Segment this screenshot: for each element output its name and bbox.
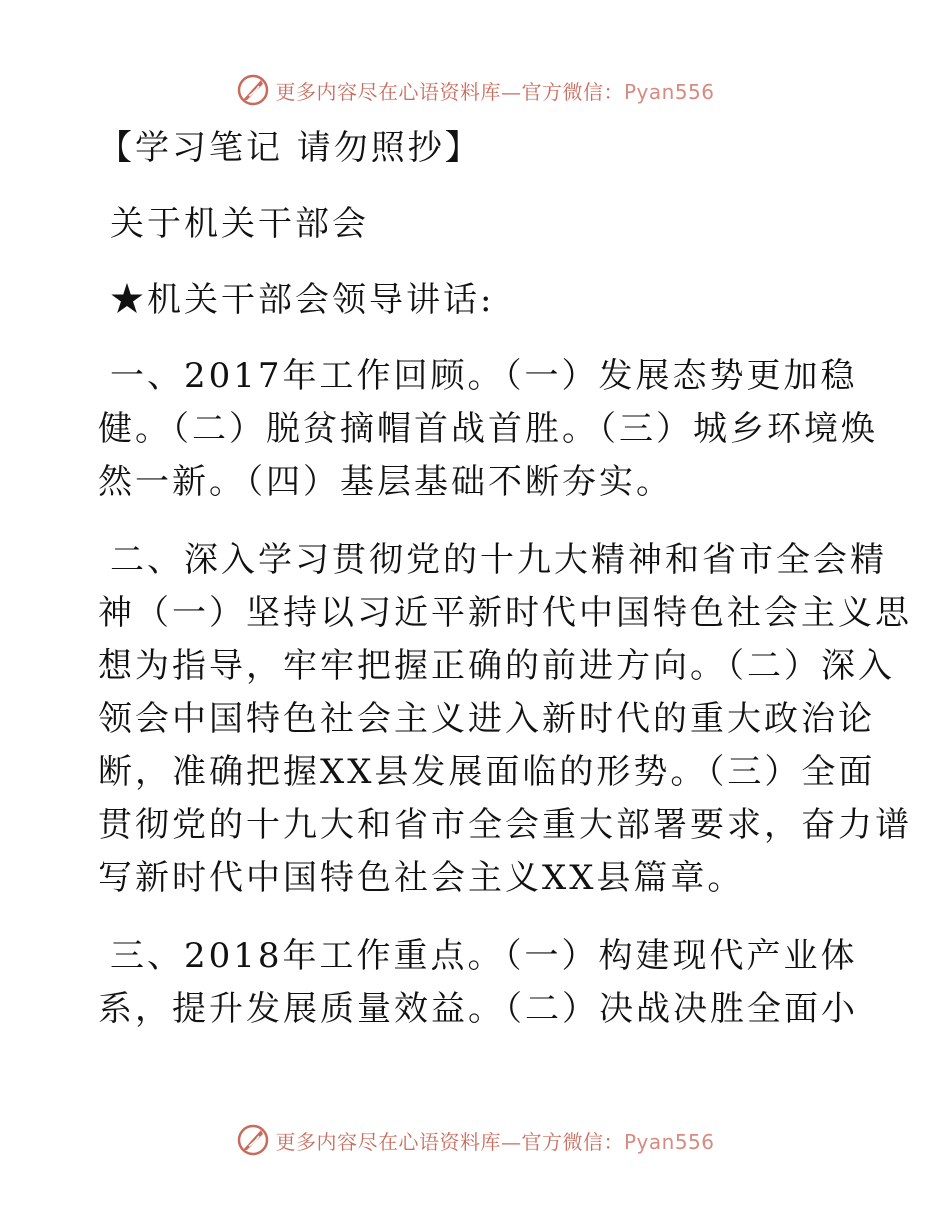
section-2 — [98, 534, 912, 905]
document-body — [98, 122, 912, 1061]
document-title: 关于机关干部会 — [110, 204, 369, 244]
watermark-handle: Pyan556 — [623, 79, 715, 104]
watermark-site-text: 更多内容尽在心语资料库—官方微信： — [275, 1129, 624, 1154]
section-line: 领会中国特色社会主义进入新时代的重大政治论 — [98, 699, 875, 739]
quill-circle-icon — [235, 72, 271, 108]
watermark-banner-top — [0, 70, 950, 110]
section-line: 二、深入学习贯彻党的十九大精神和省市全会精 — [110, 540, 887, 580]
section-3 — [98, 930, 858, 1036]
quill-circle-icon — [235, 1122, 271, 1158]
watermark-site-text: 更多内容尽在心语资料库—官方微信： — [275, 79, 624, 104]
watermark-banner-bottom — [0, 1120, 950, 1160]
watermark-text — [275, 76, 714, 105]
section-line: 神（一）坚持以习近平新时代中国特色社会主义思 — [98, 593, 912, 633]
section-line: 一、2017年工作回顾。（一）发展态势更加稳 — [110, 356, 858, 396]
watermark-handle: Pyan556 — [623, 1129, 715, 1154]
section-line: 写新时代中国特色社会主义XX县篇章。 — [98, 858, 745, 898]
section-line: 三、2018年工作重点。（一）构建现代产业体 — [110, 936, 858, 976]
watermark-text — [275, 1126, 714, 1155]
section-line: 贯彻党的十九大和省市全会重大部署要求，奋力谱 — [98, 805, 912, 845]
section-line: 健。（二）脱贫摘帽首战首胜。（三）城乡环境焕 — [98, 409, 878, 449]
section-line: 然一新。（四）基层基础不断夯实。 — [98, 462, 673, 502]
section-1 — [98, 350, 878, 509]
section-line: 断，准确把握XX县发展面临的形势。（三）全面 — [98, 752, 876, 792]
document-subtitle: ★机关干部会领导讲话: — [110, 280, 495, 320]
section-line: 系，提升发展质量效益。（二）决战决胜全面小 — [98, 989, 858, 1029]
header-note: 【学习笔记 请勿照抄】 — [98, 128, 482, 168]
section-line: 想为指导，牢牢把握正确的前进方向。（二）深入 — [98, 646, 895, 686]
